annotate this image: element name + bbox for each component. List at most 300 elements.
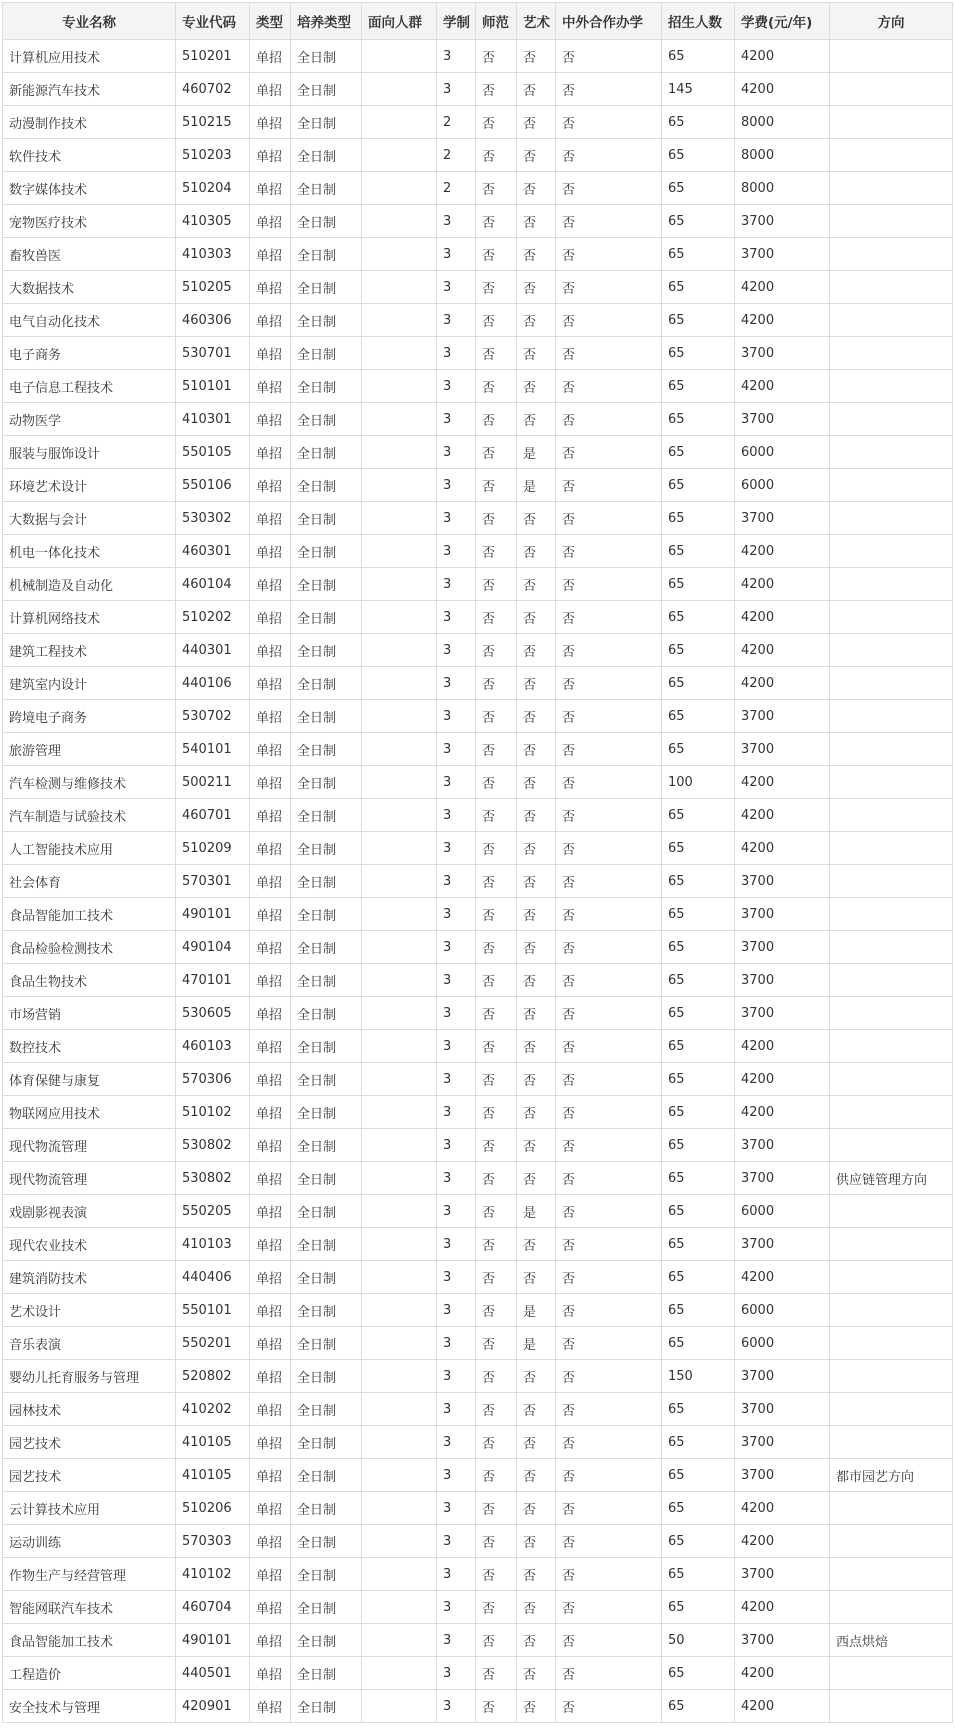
cell-art: 否 [517, 1261, 556, 1294]
cell-major-name: 计算机网络技术 [3, 601, 176, 634]
cell-sino-foreign: 否 [556, 502, 662, 535]
cell-duration: 3 [437, 1393, 476, 1426]
table-row [3, 1393, 953, 1426]
cell-direction [830, 1228, 953, 1261]
cell-target-group [362, 304, 437, 337]
cell-major-name: 电子商务 [3, 337, 176, 370]
cell-normal: 否 [476, 1591, 517, 1624]
cell-major-name: 大数据与会计 [3, 502, 176, 535]
cell-art: 否 [517, 139, 556, 172]
cell-art: 否 [517, 1459, 556, 1492]
cell-target-group [362, 1393, 437, 1426]
cell-normal: 否 [476, 1063, 517, 1096]
cell-normal: 否 [476, 799, 517, 832]
cell-major-name: 作物生产与经营管理 [3, 1558, 176, 1591]
cell-major-name: 园艺技术 [3, 1426, 176, 1459]
cell-type: 单招 [250, 634, 291, 667]
cell-tuition: 6000 [735, 1327, 830, 1360]
cell-target-group [362, 1096, 437, 1129]
cell-training-type: 全日制 [291, 139, 362, 172]
table-row [3, 502, 953, 535]
cell-target-group [362, 1228, 437, 1261]
cell-normal: 否 [476, 964, 517, 997]
cell-direction [830, 1030, 953, 1063]
cell-sino-foreign: 否 [556, 766, 662, 799]
cell-major-code: 410105 [176, 1426, 250, 1459]
cell-duration: 3 [437, 568, 476, 601]
cell-target-group [362, 1327, 437, 1360]
cell-duration: 3 [437, 1030, 476, 1063]
cell-major-code: 460301 [176, 535, 250, 568]
cell-direction [830, 1558, 953, 1591]
cell-type: 单招 [250, 403, 291, 436]
cell-type: 单招 [250, 1558, 291, 1591]
table-row [3, 865, 953, 898]
cell-tuition: 4200 [735, 1657, 830, 1690]
cell-direction [830, 1393, 953, 1426]
cell-major-code: 440406 [176, 1261, 250, 1294]
cell-duration: 3 [437, 1525, 476, 1558]
cell-normal: 否 [476, 1096, 517, 1129]
cell-tuition: 3700 [735, 1426, 830, 1459]
cell-major-name: 物联网应用技术 [3, 1096, 176, 1129]
cell-target-group [362, 1294, 437, 1327]
cell-enrollment: 65 [662, 106, 735, 139]
header-type: 类型 [250, 3, 291, 40]
cell-art: 否 [517, 535, 556, 568]
cell-sino-foreign: 否 [556, 1129, 662, 1162]
cell-type: 单招 [250, 1228, 291, 1261]
table-row [3, 304, 953, 337]
cell-duration: 3 [437, 535, 476, 568]
cell-major-code: 550106 [176, 469, 250, 502]
cell-type: 单招 [250, 1162, 291, 1195]
cell-art: 否 [517, 733, 556, 766]
table-row [3, 535, 953, 568]
table-row [3, 370, 953, 403]
cell-enrollment: 65 [662, 1393, 735, 1426]
cell-art: 否 [517, 1690, 556, 1723]
cell-type: 单招 [250, 667, 291, 700]
cell-normal: 否 [476, 1327, 517, 1360]
cell-sino-foreign: 否 [556, 139, 662, 172]
cell-direction [830, 1492, 953, 1525]
cell-enrollment: 65 [662, 271, 735, 304]
cell-normal: 否 [476, 700, 517, 733]
cell-enrollment: 65 [662, 931, 735, 964]
cell-tuition: 3700 [735, 1360, 830, 1393]
cell-direction [830, 1657, 953, 1690]
cell-duration: 3 [437, 964, 476, 997]
cell-sino-foreign: 否 [556, 1360, 662, 1393]
cell-major-name: 数控技术 [3, 1030, 176, 1063]
cell-training-type: 全日制 [291, 1030, 362, 1063]
cell-major-code: 490101 [176, 1624, 250, 1657]
cell-art: 否 [517, 205, 556, 238]
cell-training-type: 全日制 [291, 1525, 362, 1558]
cell-enrollment: 65 [662, 1195, 735, 1228]
cell-art: 否 [517, 1591, 556, 1624]
cell-target-group [362, 106, 437, 139]
cell-normal: 否 [476, 1030, 517, 1063]
cell-sino-foreign: 否 [556, 898, 662, 931]
cell-art: 是 [517, 436, 556, 469]
cell-tuition: 4200 [735, 832, 830, 865]
cell-direction [830, 634, 953, 667]
header-major-name: 专业名称 [3, 3, 176, 40]
cell-tuition: 4200 [735, 1525, 830, 1558]
cell-major-code: 570306 [176, 1063, 250, 1096]
cell-enrollment: 65 [662, 1261, 735, 1294]
cell-enrollment: 65 [662, 304, 735, 337]
cell-sino-foreign: 否 [556, 700, 662, 733]
cell-training-type: 全日制 [291, 898, 362, 931]
cell-enrollment: 65 [662, 40, 735, 73]
cell-duration: 3 [437, 667, 476, 700]
cell-tuition: 3700 [735, 733, 830, 766]
cell-normal: 否 [476, 370, 517, 403]
cell-art: 否 [517, 304, 556, 337]
table-row [3, 1063, 953, 1096]
cell-tuition: 3700 [735, 1393, 830, 1426]
cell-sino-foreign: 否 [556, 271, 662, 304]
cell-major-name: 食品智能加工技术 [3, 898, 176, 931]
header-art: 艺术 [517, 3, 556, 40]
cell-duration: 3 [437, 1360, 476, 1393]
table-row [3, 139, 953, 172]
cell-major-name: 智能网联汽车技术 [3, 1591, 176, 1624]
cell-target-group [362, 337, 437, 370]
table-row [3, 1591, 953, 1624]
cell-normal: 否 [476, 1690, 517, 1723]
cell-art: 是 [517, 1294, 556, 1327]
cell-art: 否 [517, 1558, 556, 1591]
cell-major-name: 建筑室内设计 [3, 667, 176, 700]
cell-direction [830, 865, 953, 898]
header-duration: 学制 [437, 3, 476, 40]
header-sino-foreign: 中外合作办学 [556, 3, 662, 40]
cell-training-type: 全日制 [291, 1129, 362, 1162]
cell-direction [830, 997, 953, 1030]
cell-type: 单招 [250, 997, 291, 1030]
cell-target-group [362, 403, 437, 436]
cell-direction [830, 700, 953, 733]
cell-duration: 3 [437, 337, 476, 370]
cell-normal: 否 [476, 1360, 517, 1393]
cell-type: 单招 [250, 1459, 291, 1492]
cell-tuition: 3700 [735, 238, 830, 271]
cell-major-code: 530802 [176, 1162, 250, 1195]
cell-target-group [362, 601, 437, 634]
cell-target-group [362, 1030, 437, 1063]
cell-duration: 3 [437, 370, 476, 403]
table-row [3, 73, 953, 106]
cell-sino-foreign: 否 [556, 634, 662, 667]
cell-sino-foreign: 否 [556, 667, 662, 700]
cell-direction [830, 1096, 953, 1129]
table-row [3, 1690, 953, 1723]
cell-enrollment: 150 [662, 1360, 735, 1393]
table-row [3, 436, 953, 469]
table-row [3, 568, 953, 601]
header-tuition: 学费(元/年) [735, 3, 830, 40]
cell-sino-foreign: 否 [556, 1063, 662, 1096]
cell-duration: 3 [437, 1657, 476, 1690]
cell-type: 单招 [250, 898, 291, 931]
cell-duration: 3 [437, 436, 476, 469]
cell-target-group [362, 898, 437, 931]
cell-tuition: 3700 [735, 964, 830, 997]
cell-direction [830, 568, 953, 601]
cell-major-code: 520802 [176, 1360, 250, 1393]
cell-sino-foreign: 否 [556, 1459, 662, 1492]
cell-target-group [362, 997, 437, 1030]
cell-direction [830, 832, 953, 865]
cell-direction [830, 1129, 953, 1162]
cell-type: 单招 [250, 502, 291, 535]
cell-art: 否 [517, 997, 556, 1030]
cell-normal: 否 [476, 832, 517, 865]
cell-major-name: 新能源汽车技术 [3, 73, 176, 106]
cell-normal: 否 [476, 1558, 517, 1591]
cell-duration: 3 [437, 766, 476, 799]
cell-sino-foreign: 否 [556, 403, 662, 436]
cell-enrollment: 65 [662, 1228, 735, 1261]
cell-normal: 否 [476, 403, 517, 436]
cell-art: 否 [517, 238, 556, 271]
cell-enrollment: 65 [662, 1294, 735, 1327]
cell-sino-foreign: 否 [556, 931, 662, 964]
cell-tuition: 3700 [735, 502, 830, 535]
table-row [3, 106, 953, 139]
cell-major-name: 环境艺术设计 [3, 469, 176, 502]
cell-art: 否 [517, 1228, 556, 1261]
cell-target-group [362, 370, 437, 403]
cell-sino-foreign: 否 [556, 205, 662, 238]
cell-normal: 否 [476, 1129, 517, 1162]
cell-normal: 否 [476, 634, 517, 667]
cell-enrollment: 65 [662, 1657, 735, 1690]
cell-duration: 3 [437, 73, 476, 106]
cell-enrollment: 65 [662, 1525, 735, 1558]
cell-duration: 2 [437, 139, 476, 172]
cell-major-code: 420901 [176, 1690, 250, 1723]
cell-duration: 2 [437, 106, 476, 139]
cell-enrollment: 65 [662, 502, 735, 535]
cell-art: 否 [517, 1030, 556, 1063]
cell-art: 否 [517, 1426, 556, 1459]
cell-type: 单招 [250, 436, 291, 469]
cell-training-type: 全日制 [291, 700, 362, 733]
cell-training-type: 全日制 [291, 73, 362, 106]
cell-art: 否 [517, 700, 556, 733]
table-row [3, 931, 953, 964]
cell-training-type: 全日制 [291, 931, 362, 964]
cell-major-name: 现代物流管理 [3, 1162, 176, 1195]
cell-tuition: 3700 [735, 1624, 830, 1657]
cell-training-type: 全日制 [291, 535, 362, 568]
cell-enrollment: 65 [662, 799, 735, 832]
cell-tuition: 4200 [735, 535, 830, 568]
cell-tuition: 3700 [735, 898, 830, 931]
cell-enrollment: 65 [662, 832, 735, 865]
cell-normal: 否 [476, 1195, 517, 1228]
cell-type: 单招 [250, 1492, 291, 1525]
cell-training-type: 全日制 [291, 1294, 362, 1327]
cell-art: 否 [517, 1393, 556, 1426]
cell-training-type: 全日制 [291, 964, 362, 997]
cell-tuition: 3700 [735, 205, 830, 238]
cell-direction [830, 403, 953, 436]
cell-normal: 否 [476, 1624, 517, 1657]
cell-sino-foreign: 否 [556, 1228, 662, 1261]
cell-tuition: 4200 [735, 601, 830, 634]
table-row [3, 1327, 953, 1360]
table-row [3, 1360, 953, 1393]
table-row [3, 1459, 953, 1492]
cell-training-type: 全日制 [291, 205, 362, 238]
cell-training-type: 全日制 [291, 106, 362, 139]
cell-training-type: 全日制 [291, 1162, 362, 1195]
cell-training-type: 全日制 [291, 436, 362, 469]
cell-type: 单招 [250, 1129, 291, 1162]
table-row [3, 1426, 953, 1459]
cell-type: 单招 [250, 1327, 291, 1360]
cell-normal: 否 [476, 172, 517, 205]
cell-training-type: 全日制 [291, 667, 362, 700]
cell-enrollment: 65 [662, 568, 735, 601]
header-major-code: 专业代码 [176, 3, 250, 40]
cell-duration: 3 [437, 1327, 476, 1360]
cell-tuition: 4200 [735, 40, 830, 73]
cell-major-code: 550205 [176, 1195, 250, 1228]
cell-enrollment: 65 [662, 172, 735, 205]
cell-type: 单招 [250, 139, 291, 172]
cell-duration: 3 [437, 1690, 476, 1723]
cell-major-code: 490104 [176, 931, 250, 964]
cell-tuition: 6000 [735, 469, 830, 502]
table-row [3, 1030, 953, 1063]
cell-type: 单招 [250, 205, 291, 238]
cell-normal: 否 [476, 535, 517, 568]
cell-normal: 否 [476, 1459, 517, 1492]
cell-direction [830, 271, 953, 304]
cell-major-name: 汽车检测与维修技术 [3, 766, 176, 799]
cell-target-group [362, 73, 437, 106]
cell-tuition: 3700 [735, 403, 830, 436]
cell-major-name: 电气自动化技术 [3, 304, 176, 337]
cell-major-name: 旅游管理 [3, 733, 176, 766]
cell-training-type: 全日制 [291, 1591, 362, 1624]
cell-duration: 3 [437, 601, 476, 634]
cell-sino-foreign: 否 [556, 865, 662, 898]
cell-art: 否 [517, 865, 556, 898]
cell-enrollment: 65 [662, 700, 735, 733]
cell-direction [830, 964, 953, 997]
cell-normal: 否 [476, 997, 517, 1030]
cell-art: 否 [517, 601, 556, 634]
cell-major-code: 410105 [176, 1459, 250, 1492]
cell-sino-foreign: 否 [556, 304, 662, 337]
cell-enrollment: 65 [662, 1459, 735, 1492]
cell-sino-foreign: 否 [556, 1393, 662, 1426]
cell-major-name: 戏剧影视表演 [3, 1195, 176, 1228]
cell-direction [830, 172, 953, 205]
cell-major-code: 440106 [176, 667, 250, 700]
cell-training-type: 全日制 [291, 238, 362, 271]
cell-training-type: 全日制 [291, 1426, 362, 1459]
cell-target-group [362, 205, 437, 238]
cell-art: 否 [517, 172, 556, 205]
cell-normal: 否 [476, 1657, 517, 1690]
cell-training-type: 全日制 [291, 1393, 362, 1426]
cell-tuition: 4200 [735, 370, 830, 403]
cell-duration: 3 [437, 304, 476, 337]
cell-training-type: 全日制 [291, 1096, 362, 1129]
cell-duration: 3 [437, 1096, 476, 1129]
cell-tuition: 3700 [735, 1459, 830, 1492]
table-row [3, 634, 953, 667]
cell-major-name: 音乐表演 [3, 1327, 176, 1360]
cell-tuition: 8000 [735, 139, 830, 172]
cell-art: 否 [517, 799, 556, 832]
cell-direction [830, 1426, 953, 1459]
table-row [3, 1492, 953, 1525]
cell-major-code: 410103 [176, 1228, 250, 1261]
cell-enrollment: 65 [662, 238, 735, 271]
cell-major-name: 园艺技术 [3, 1459, 176, 1492]
cell-enrollment: 65 [662, 865, 735, 898]
cell-normal: 否 [476, 568, 517, 601]
cell-sino-foreign: 否 [556, 1030, 662, 1063]
cell-duration: 3 [437, 997, 476, 1030]
cell-type: 单招 [250, 1690, 291, 1723]
cell-normal: 否 [476, 1525, 517, 1558]
cell-duration: 3 [437, 1624, 476, 1657]
cell-enrollment: 100 [662, 766, 735, 799]
cell-sino-foreign: 否 [556, 106, 662, 139]
cell-major-name: 动漫制作技术 [3, 106, 176, 139]
cell-direction [830, 436, 953, 469]
cell-direction [830, 1327, 953, 1360]
cell-duration: 3 [437, 238, 476, 271]
cell-target-group [362, 1591, 437, 1624]
cell-major-code: 530605 [176, 997, 250, 1030]
cell-type: 单招 [250, 799, 291, 832]
cell-major-name: 园林技术 [3, 1393, 176, 1426]
cell-major-code: 510102 [176, 1096, 250, 1129]
cell-direction [830, 205, 953, 238]
cell-enrollment: 65 [662, 634, 735, 667]
cell-type: 单招 [250, 865, 291, 898]
cell-art: 否 [517, 1492, 556, 1525]
cell-training-type: 全日制 [291, 1261, 362, 1294]
cell-major-code: 550201 [176, 1327, 250, 1360]
cell-direction [830, 1360, 953, 1393]
cell-tuition: 4200 [735, 634, 830, 667]
table-row [3, 1525, 953, 1558]
cell-normal: 否 [476, 337, 517, 370]
cell-major-code: 440501 [176, 1657, 250, 1690]
cell-tuition: 6000 [735, 436, 830, 469]
cell-normal: 否 [476, 271, 517, 304]
cell-type: 单招 [250, 1030, 291, 1063]
cell-art: 否 [517, 898, 556, 931]
cell-type: 单招 [250, 1360, 291, 1393]
cell-major-code: 510205 [176, 271, 250, 304]
cell-enrollment: 65 [662, 1129, 735, 1162]
cell-direction [830, 1690, 953, 1723]
